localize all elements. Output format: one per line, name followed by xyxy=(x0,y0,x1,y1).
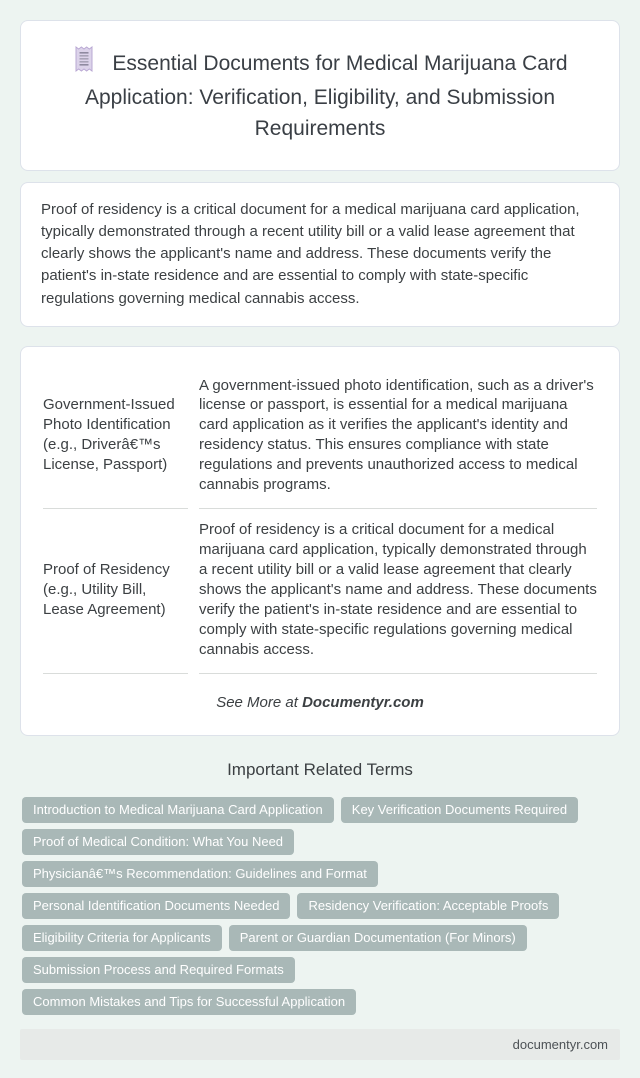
term-text: Proof of Residency (e.g., Utility Bill, Lease Agreement) xyxy=(43,561,170,618)
table-row-term xyxy=(43,365,188,510)
related-terms-heading: Important Related Terms xyxy=(227,759,413,779)
related-term-tag[interactable]: Introduction to Medical Marijuana Card Application xyxy=(22,797,334,823)
related-term-tag[interactable]: Residency Verification: Acceptable Proofs xyxy=(297,893,559,919)
documents-table xyxy=(43,365,597,674)
see-more-prefix: See More at xyxy=(216,693,303,711)
related-term-tag[interactable]: Parent or Guardian Documentation (For Minors) xyxy=(229,925,527,951)
related-term-tag[interactable]: Common Mistakes and Tips for Successful Application xyxy=(22,989,356,1015)
related-term-tag[interactable]: Physicianâ€™s Recommendation: Guidelines and Format xyxy=(22,861,378,887)
related-term-tag[interactable]: Proof of Medical Condition: What You Need xyxy=(22,829,294,855)
page-title xyxy=(47,45,593,144)
table-row-description: Proof of residency is a critical document for a medical marijuana card application, typically demonstrated through a recent utility bill or a valid lease agreement that clearly shows the applicant's name and address. These documents verify the patient's in-state residence and are essential to comply with state-specific regulations governing medical cannabis access. xyxy=(199,509,597,674)
intro-card xyxy=(20,182,620,326)
footer-site-label: documentyr.com xyxy=(512,1036,608,1052)
footer-bar xyxy=(20,1029,620,1060)
related-term-tag[interactable]: Key Verification Documents Required xyxy=(341,797,578,823)
page-title-text: Essential Documents for Medical Marijuana Card Application: Verification, Eligibility, and Submission Requirements xyxy=(84,52,568,140)
related-term-tag[interactable]: Eligibility Criteria for Applicants xyxy=(22,925,222,951)
header-card xyxy=(20,20,620,171)
related-term-tag[interactable]: Personal Identification Documents Needed xyxy=(22,893,290,919)
receipt-icon xyxy=(72,45,96,83)
intro-paragraph: Proof of residency is a critical document for a medical marijuana card application, typically demonstrated through a recent utility bill or a valid lease agreement that clearly shows the applicant's name and address. These documents verify the patient's in-state residence and are essential to comply with state-specific regulations governing medical cannabis access. xyxy=(41,201,580,307)
table-row-term xyxy=(43,509,188,674)
related-terms-list xyxy=(22,797,618,1015)
see-more-site: Documentyr.com xyxy=(302,693,424,711)
table-row-description: A government-issued photo identification, such as a driver's license or passport, is essential for a medical marijuana card application as it verifies the applicant's identity and residency status. This ensures compliance with state regulations and prevents unauthorized access to medical cannabis programs. xyxy=(199,365,597,510)
see-more-line xyxy=(43,694,597,711)
related-term-tag[interactable]: Submission Process and Required Formats xyxy=(22,957,295,983)
documents-card xyxy=(20,346,620,736)
term-text: Government-Issued Photo Identification (e.g., Driverâ€™s License, Passport) xyxy=(43,396,175,474)
